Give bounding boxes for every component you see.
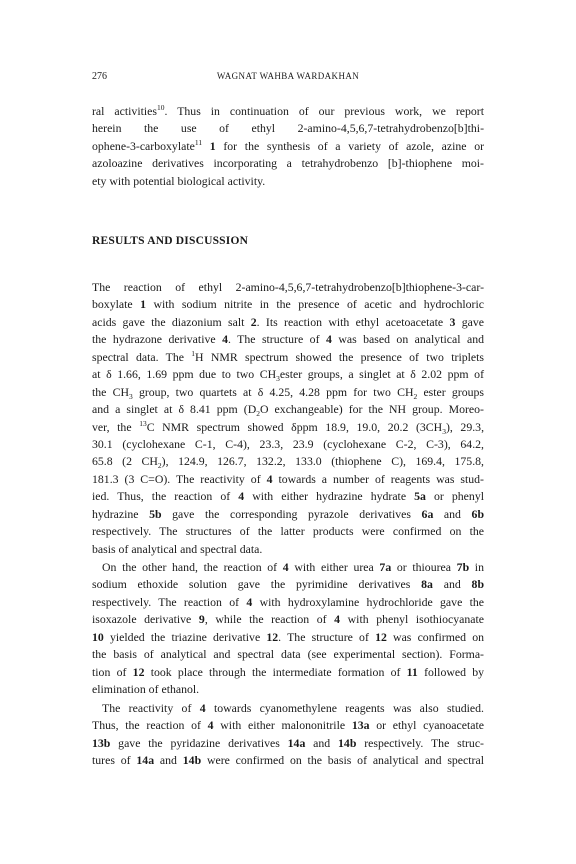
text-line: 30.1 (cyclohexane C-1, C-4), 23.3, 23.9 (cyclohexane C-2, C-3), 64.2, bbox=[92, 436, 484, 451]
text-line: isoxazole derivative 9, while the reaction of 4 with phenyl isothiocyanate bbox=[92, 612, 485, 627]
text-line: On the other hand, the reaction of 4 with either urea 7a or thiourea 7b in bbox=[102, 560, 484, 574]
paragraph-1 bbox=[92, 279, 484, 558]
text-line: tion of 12 took place through the intermediate formation of 11 followed by bbox=[92, 664, 485, 679]
text-line: The reactivity of 4 towards cyanomethylene reagents was also studied. bbox=[102, 701, 484, 715]
text-line: azoloazine derivatives incorporating a tetrahydrobenzo [b]-thiophene moi- bbox=[92, 156, 484, 171]
text-line: at δ 1.66, 1.69 ppm due to two $CH_3ester$ groups, a singlet at δ 2.02 ppm of bbox=[92, 367, 484, 384]
text-line: acids gave the diazonium salt 2. Its reaction with ethyl acetoacetate 3 gave bbox=[92, 314, 484, 329]
text-line: 65.8 (2 $CH_2$), 124.9, 126.7, 132.2, 133.0 (thiophene C), 169.4, 175.8, bbox=[92, 454, 484, 471]
text-line: ety with potential biological activity. bbox=[92, 173, 266, 188]
intro-paragraph bbox=[92, 103, 484, 190]
text-line: ral activities$^{10}$. Thus in continuation of our previous work, we report bbox=[92, 103, 484, 118]
paragraph-2 bbox=[92, 559, 484, 699]
text-line: 10 yielded the triazine derivative 12. The structure of 12 was confirmed on bbox=[92, 629, 485, 644]
running-head: WAGNAT WAHBA WARDAKHAN bbox=[216, 71, 360, 81]
text-line: 181.3 (3 C=O). The reactivity of 4 towards a number of reagents was stud- bbox=[92, 471, 484, 486]
page-number: 276 bbox=[92, 71, 107, 82]
text-line: hydrazine 5b gave the corresponding pyrazole derivatives 6a and 6b bbox=[92, 506, 485, 521]
text-line: respectively. The structures of the latter products were confirmed on the bbox=[92, 524, 484, 539]
text-line: spectral data. The $^1$H NMR spectrum showed the presence of two triplets bbox=[92, 348, 485, 364]
text-line: sodium ethoxide solution gave the pyrimidine derivatives 8a and 8b bbox=[92, 577, 485, 592]
text-line: herein the use of ethyl 2-amino-4,5,6,7-tetrahydrobenzo[b]thi- bbox=[92, 121, 484, 136]
text-line: 13b gave the pyridazine derivatives 14a and 14b respectively. The struc- bbox=[92, 735, 484, 750]
text-line: the hydrazone derivative 4. The structure of 4 was based on analytical and bbox=[92, 332, 484, 347]
text-line: boxylate 1 with sodium nitrite in the presence of acetic and hydrochloric bbox=[92, 297, 484, 312]
text-line: elimination of ethanol. bbox=[92, 682, 200, 697]
paragraph-3 bbox=[92, 700, 484, 770]
section-heading: RESULTS AND DISCUSSION bbox=[92, 235, 249, 247]
text-line: tures of 14a and 14b were confirmed on the basis of analytical and spectral bbox=[92, 753, 484, 768]
text-line: ied. Thus, the reaction of 4 with either hydrazine hydrate 5a or phenyl bbox=[92, 489, 484, 504]
text-line: the $CH_3$ group, two quartets at δ 4.25, 4.28 ppm for two $CH_2$ ester groups bbox=[92, 384, 485, 401]
text-line: ophene-3-carboxylate$^{11}$ 1 for the synthesis of a variety of azole, azine or bbox=[92, 137, 485, 153]
text-line: the basis of analytical and spectral data (see experimental section). Forma- bbox=[92, 647, 484, 662]
text-line: respectively. The reaction of 4 with hydroxylamine hydrochloride gave the bbox=[92, 594, 485, 609]
text-line: Thus, the reaction of 4 with either malononitrile 13a or ethyl cyanoacetate bbox=[92, 718, 484, 733]
text-line: The reaction of ethyl 2-amino-4,5,6,7-tetrahydrobenzo[b]thiophene-3-car- bbox=[92, 280, 484, 294]
text-line: and a singlet at δ 8.41 ppm ($D_2O$ exchangeable) for the NH group. Moreo- bbox=[92, 402, 484, 419]
text-line: ver, the $^{13}$C NMR spectrum showed δppm 18.9, 19.0, 20.2 $(3CH_3)$, 29.3, bbox=[92, 418, 485, 436]
text-line: basis of analytical and spectral data. bbox=[92, 541, 263, 556]
